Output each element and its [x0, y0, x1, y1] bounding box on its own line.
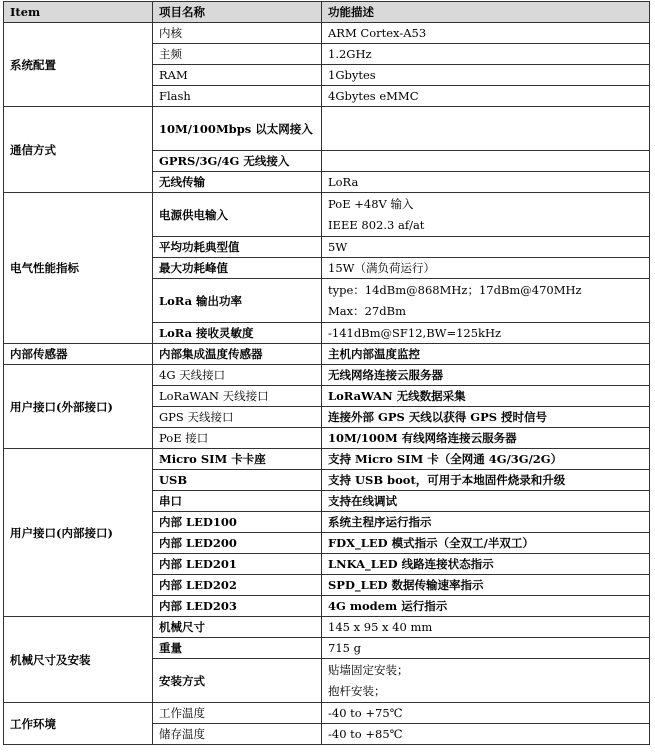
desc-line: IEEE 802.3 af/at — [328, 217, 425, 232]
item-desc-cell — [322, 65, 650, 86]
item-name-cell: 4G 天线接口 — [153, 365, 322, 386]
item-desc-cell — [322, 365, 650, 386]
item-name-cell: 机械尺寸 — [153, 617, 322, 638]
item-name-cell: PoE 接口 — [153, 428, 322, 449]
category-cell: 内部传感器 — [4, 344, 153, 365]
item-desc-cell — [322, 659, 650, 703]
desc-line: 4G modem 运行指示 — [328, 599, 448, 613]
desc-line: 抱杆安装； — [328, 683, 386, 698]
item-name-cell: GPRS/3G/4G 无线接入 — [153, 151, 322, 172]
desc-line: -141dBm@SF12,BW=125kHz — [328, 326, 502, 340]
desc-line: Max：27dBm — [328, 303, 406, 318]
item-desc-cell — [322, 407, 650, 428]
table-row — [4, 449, 650, 470]
item-desc-cell — [322, 575, 650, 596]
item-name-cell: 无线传输 — [153, 172, 322, 193]
item-desc-cell — [322, 86, 650, 107]
desc-line: 15W（满负荷运行） — [328, 261, 435, 275]
item-name-cell: 主频 — [153, 44, 322, 65]
header-row — [4, 2, 650, 23]
item-desc-cell — [322, 279, 650, 323]
category-cell: 通信方式 — [4, 107, 153, 193]
desc-line: PoE +48V 输入 — [328, 196, 414, 211]
desc-line: 4Gbytes eMMC — [328, 89, 419, 103]
desc-line: 系统主程序运行指示 — [328, 515, 432, 529]
desc-line: LoRa — [328, 175, 359, 189]
header-name: 项目名称 — [153, 2, 322, 23]
item-name-cell: 工作温度 — [153, 703, 322, 724]
table-row — [4, 193, 650, 237]
desc-line: 连接外部 GPS 天线以获得 GPS 授时信号 — [328, 410, 548, 424]
item-desc-cell — [322, 724, 650, 745]
item-desc-cell — [322, 172, 650, 193]
desc-line: ARM Cortex-A53 — [328, 26, 427, 40]
item-desc-cell — [322, 470, 650, 491]
desc-line: 715 g — [328, 641, 361, 655]
header-desc: 功能描述 — [322, 2, 650, 23]
table-row — [4, 365, 650, 386]
desc-line: 无线网络连接云服务器 — [328, 368, 443, 382]
table-row — [4, 617, 650, 638]
category-cell: 用户接口(外部接口) — [4, 365, 153, 449]
item-name-cell: 平均功耗典型值 — [153, 237, 322, 258]
item-name-cell: LoRa 输出功率 — [153, 279, 322, 323]
item-desc-cell — [322, 193, 650, 237]
item-name-cell: 内核 — [153, 23, 322, 44]
desc-line: 10M/100M 有线网络连接云服务器 — [328, 431, 517, 445]
item-desc-cell — [322, 107, 650, 151]
item-desc-cell — [322, 596, 650, 617]
item-name-cell: USB — [153, 470, 322, 491]
item-name-cell: 电源供电输入 — [153, 193, 322, 237]
table-row — [4, 703, 650, 724]
item-name-cell: 最大功耗峰值 — [153, 258, 322, 279]
table-row — [4, 23, 650, 44]
item-name-cell: GPS 天线接口 — [153, 407, 322, 428]
item-desc-cell — [322, 258, 650, 279]
category-cell: 工作环境 — [4, 703, 153, 745]
item-desc-cell — [322, 554, 650, 575]
item-desc-cell — [322, 703, 650, 724]
item-name-cell: 内部 LED202 — [153, 575, 322, 596]
desc-line: LNKA_LED 线路连接状态指示 — [328, 557, 494, 571]
category-cell: 机械尺寸及安装 — [4, 617, 153, 703]
item-desc-cell — [322, 151, 650, 172]
item-name-cell: 10M/100Mbps 以太网接入 — [153, 107, 322, 151]
table-row — [4, 107, 650, 151]
desc-line: 145 x 95 x 40 mm — [328, 620, 433, 634]
item-desc-cell — [322, 344, 650, 365]
category-cell: 系统配置 — [4, 23, 153, 107]
item-name-cell: LoRa 接收灵敏度 — [153, 323, 322, 344]
item-name-cell: LoRaWAN 天线接口 — [153, 386, 322, 407]
desc-line: FDX_LED 模式指示（全双工/半双工） — [328, 536, 534, 550]
item-desc-cell — [322, 491, 650, 512]
item-desc-cell — [322, 617, 650, 638]
item-name-cell: 内部 LED201 — [153, 554, 322, 575]
item-desc-cell — [322, 237, 650, 258]
item-desc-cell — [322, 44, 650, 65]
spec-table — [3, 1, 650, 745]
item-desc-cell — [322, 512, 650, 533]
item-desc-cell — [322, 323, 650, 344]
desc-line: -40 to +85℃ — [328, 727, 403, 741]
desc-line: 支持 Micro SIM 卡（全网通 4G/3G/2G） — [328, 452, 563, 466]
item-name-cell: 内部集成温度传感器 — [153, 344, 322, 365]
header-item: Item — [4, 2, 153, 23]
desc-line: -40 to +75℃ — [328, 706, 403, 720]
category-cell: 电气性能指标 — [4, 193, 153, 344]
item-name-cell: 串口 — [153, 491, 322, 512]
desc-line: LoRaWAN 无线数据采集 — [328, 389, 466, 403]
item-desc-cell — [322, 428, 650, 449]
item-name-cell: 内部 LED203 — [153, 596, 322, 617]
desc-line: 支持 USB boot，可用于本地固件烧录和升级 — [328, 473, 566, 487]
item-desc-cell — [322, 449, 650, 470]
desc-line: 主机内部温度监控 — [328, 347, 420, 361]
desc-line: 1Gbytes — [328, 68, 376, 82]
item-name-cell: 内部 LED200 — [153, 533, 322, 554]
item-desc-cell — [322, 23, 650, 44]
table-row — [4, 344, 650, 365]
item-name-cell: RAM — [153, 65, 322, 86]
item-desc-cell — [322, 638, 650, 659]
item-desc-cell — [322, 533, 650, 554]
item-name-cell: Micro SIM 卡卡座 — [153, 449, 322, 470]
item-name-cell: 重量 — [153, 638, 322, 659]
desc-line: SPD_LED 数据传输速率指示 — [328, 578, 484, 592]
desc-line: 贴墙固定安装； — [328, 662, 409, 677]
desc-line: 支持在线调试 — [328, 494, 397, 508]
item-name-cell: Flash — [153, 86, 322, 107]
item-desc-cell — [322, 386, 650, 407]
category-cell: 用户接口(内部接口) — [4, 449, 153, 617]
desc-line: 1.2GHz — [328, 47, 372, 61]
desc-line: 5W — [328, 240, 348, 254]
desc-line: type：14dBm@868MHz；17dBm@470MHz — [328, 282, 582, 297]
item-name-cell: 安装方式 — [153, 659, 322, 703]
item-name-cell: 储存温度 — [153, 724, 322, 745]
item-name-cell: 内部 LED100 — [153, 512, 322, 533]
